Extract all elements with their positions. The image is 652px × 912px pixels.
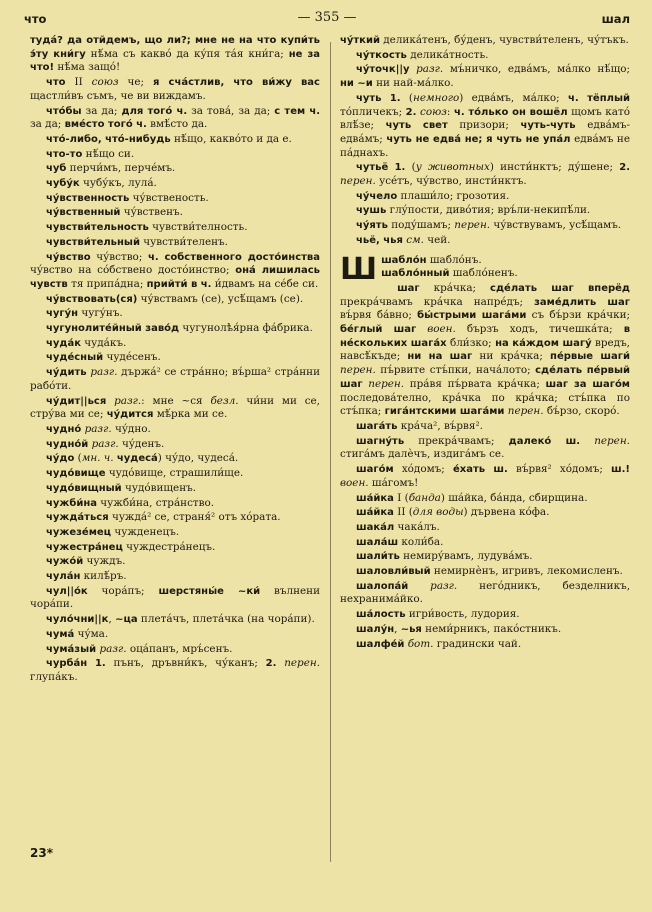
dictionary-entry: чула́н килѣ́ръ. — [46, 570, 127, 583]
dictionary-entry: чушь глу́пости, диво́тия; връ́ли-некипѣ́ли. — [356, 204, 591, 217]
dictionary-entry: ша́йка I (банда) ша́йка, ба́нда, сбирщина. — [356, 491, 588, 504]
dictionary-entry: чу́вственный чу́вственъ. — [46, 206, 183, 219]
dictionary-entry: чугу́н чугу́нъ. — [46, 307, 123, 320]
dictionary-entry: чутьё 1. (у животных) инсти́нктъ; ду́шене; 2. перен. усе́тъ, чу́вство, инсти́нктъ. — [340, 161, 630, 188]
dictionary-entry: шака́л чака́лъ. — [356, 520, 440, 533]
dictionary-entry: чуб перчи́мъ, перче́мъ. — [46, 162, 176, 175]
dictionary-entry: тудá? да отйдемъ, що ли?; мне не на что купи́ть э́ту кни́гу нѣ́ма съ какво́ да ку́пя та́я кни́га; не за что! нѣ́ма защо́! — [30, 35, 321, 74]
dictionary-entry: чу́ткость делика́тность. — [356, 48, 489, 61]
dictionary-entry: что-то нѣ́що си. — [46, 147, 135, 160]
dictionary-entry: чу́дить разг. държа́² се стра́нно; въ́рша² стра́нни рабо́ти. — [30, 366, 321, 392]
dictionary-entry: чудо́вищный чудо́вищенъ. — [46, 481, 197, 494]
dictionary-entry: чьё, чья см. чей. — [356, 233, 451, 246]
page-number: — 355 — — [297, 10, 357, 25]
dictionary-entry: шаловли́вый немирнѐнъ, игривъ, лекомисленъ. — [356, 565, 623, 578]
dictionary-entry: чужо́й чуждъ. — [46, 555, 126, 568]
dictionary-entry: чума́зый разг. оца́панъ, мръ́сенъ. — [46, 642, 233, 655]
dictionary-entry: шалопа́й разг. него́дникъ, безделникъ, нехранима́йко. — [340, 579, 631, 606]
dictionary-entry: чужда́ться чужда́² се, страня́² отъ хо́рата. — [46, 511, 281, 524]
dictionary-entry: чугунолите́йный заво́д чугунолѣя́рна фа́брика. — [46, 322, 313, 335]
dictionary-entry: чудно́ разг. чу́дно. — [46, 422, 151, 435]
right-column — [340, 34, 630, 652]
dictionary-entry: чурба́н 1. пънъ, дръвни́къ, чу́канъ; 2. перен. глупа́къ. — [30, 657, 320, 683]
dictionary-entry: чужестра́нец чуждестра́нецъ. — [46, 540, 216, 553]
dictionary-entry: чудо́вище чудо́вище, страшили́ще. — [46, 467, 244, 480]
dictionary-entry: чуло́чни||к, ~ца плетáчъ, плетáчка (на чора́пи). — [46, 613, 315, 626]
dictionary-entry: шалфе́й бот. градински чай. — [356, 637, 522, 650]
dictionary-entry: чу́вство чу́вство; ч. собственного досто́инства чу́вство на со́бствено досто́инство; она́ лишилась чувств тя припа́дна; прийти́ в ч. и́двамъ на се́бе си. — [30, 250, 320, 290]
dictionary-entry: чуда́к чуда́къ. — [46, 336, 127, 349]
dictionary-entry: чу́дит||ься разг.: мне ~ся безл. чи́ни ми се, стру́ва ми се; чу́дится мѣ́рка ми се. — [30, 394, 320, 421]
dictionary-entry: шаг кра́чка; сде́лать шаг вперёд прекра́чвамъ кра́чка напре́дъ; заме́длить шаг въ́рвя ба́вно; бы́стрыми шага́ми съ бъ́рзи кра́чки; бе́глый шаг воен. бързъ ходъ, тичешка́та; в нéскольких шага́х бли́зко; на ка́ждом шагу́ вредъ, навсѣ́къде; ни на шаг ни кра́чка; пе́рвые шаги́ перен. пъ́рвите стъ́пки, нача́лото; сде́лать пе́рвый шаг перен. пра́вя пъ́рвата кра́чка; шаг за шаго́м последова́телно, кра́чка по кра́чка; стъ́пка по стъ́пка; гига́нтскими шага́ми перен. бъ́рзо, скоро́. — [340, 281, 631, 418]
dictionary-entry: шагну́ть прекра́чвамъ; далеко́ ш. перен. стига́мъ далѐчъ, издига́мъ се. — [340, 434, 630, 461]
dictionary-entry: чтó-либо, чтó-нибудь нѣ́що, какво́то и да е. — [46, 132, 292, 145]
header-left-guideword: что — [24, 12, 47, 26]
dictionary-entry: шалу́н, ~ья неми́рникъ, пако́стникъ. — [356, 622, 562, 635]
section-letter-heading: Шшабло́н шабло́нъ. шабло́нный шабло́ненъ. — [340, 251, 518, 287]
dictionary-entry: чужезе́мец чужденецъ. — [46, 525, 180, 538]
dictionary-entry: чужби́на чужби́на, стра́нство. — [46, 496, 215, 509]
dictionary-entry: что II союз че; я счáстлив, что ви́жу вас щастли́въ съмъ, че ви виждамъ. — [30, 76, 320, 102]
dictionary-entry: чу́чело плаши́ло; грозотия. — [356, 189, 510, 202]
dictionary-entry: шаго́м хо́домъ; е́хать ш. въ́рвя² хо́домъ; ш.! воен. ша́гомъ! — [340, 463, 630, 489]
dictionary-entry: ша́лость игри́вость, лудория. — [356, 608, 520, 621]
dictionary-entry: шага́ть кра́ча², въ́рвя². — [356, 419, 483, 432]
dictionary-entry: чувстви́тельность чувстви́телность. — [46, 221, 248, 234]
dictionary-entry: чувстви́тельный чувстви́теленъ. — [46, 235, 228, 248]
dictionary-entry: чудно́й разг. чу́денъ. — [46, 437, 165, 450]
column-divider — [330, 42, 331, 862]
left-column — [30, 34, 320, 686]
dictionary-entry: чу́точк||у разг. мъ́ничко, едва́мъ, ма́лко нѣ́що; ни ~и ни най-ма́лко. — [340, 63, 630, 90]
dictionary-entry: чу́вствовать(ся) чу́вствамъ (се), усѣ́щамъ (се). — [46, 292, 304, 305]
header-right-guideword: шал — [601, 12, 630, 26]
printer-signature: 23* — [30, 846, 53, 860]
dictionary-entry: чубу́к чубу́къ, лула́. — [46, 177, 157, 190]
dictionary-entry: чу́вственность чу́вственость. — [46, 191, 209, 204]
dictionary-entry: чуть 1. (немного) едва́мъ, ма́лко; ч. тёплый то́пличекъ; 2. союз: ч. то́лько он вошёл щомъ като́ влѣ́зе; чуть свет призори; чуть-чуть едва́мъ-едва́мъ; чуть не едва́ не; я чуть не упа́л едва́мъ не па́днахъ. — [340, 91, 631, 159]
running-header — [24, 8, 630, 30]
dictionary-entry: чтóбы за да; для тогó ч. за товá, за да; с тем ч. за да; вмéсто тогó ч. вмѣ́сто да. — [30, 104, 320, 131]
dictionary-entry: чул||о́к чора́пъ; шерстяны́е ~ки́ вълнени чора́пи. — [30, 584, 320, 611]
dictionary-entry: чуде́сный чуде́сенъ. — [46, 351, 161, 364]
dictionary-entry: чума́ чу́ма. — [46, 627, 109, 640]
dictionary-entry: чу́ять поду́шамъ; перен. чу́вствувамъ, усѣ́щамъ. — [356, 219, 622, 232]
dictionary-entry: чу́ткий деликáтенъ, бу́денъ, чувстви́теленъ, чу́тъкъ. — [340, 34, 629, 46]
dictionary-entry: шали́ть немиру́вамъ, лудува́мъ. — [356, 550, 533, 563]
dictionary-entry: чу́до (мн. ч. чудеса́) чу́до, чудеса́. — [46, 452, 239, 465]
dictionary-entry: ша́йка II (для воды) дървена ко́фа. — [356, 506, 550, 519]
dictionary-entry: шала́ш коли́ба. — [356, 535, 444, 548]
